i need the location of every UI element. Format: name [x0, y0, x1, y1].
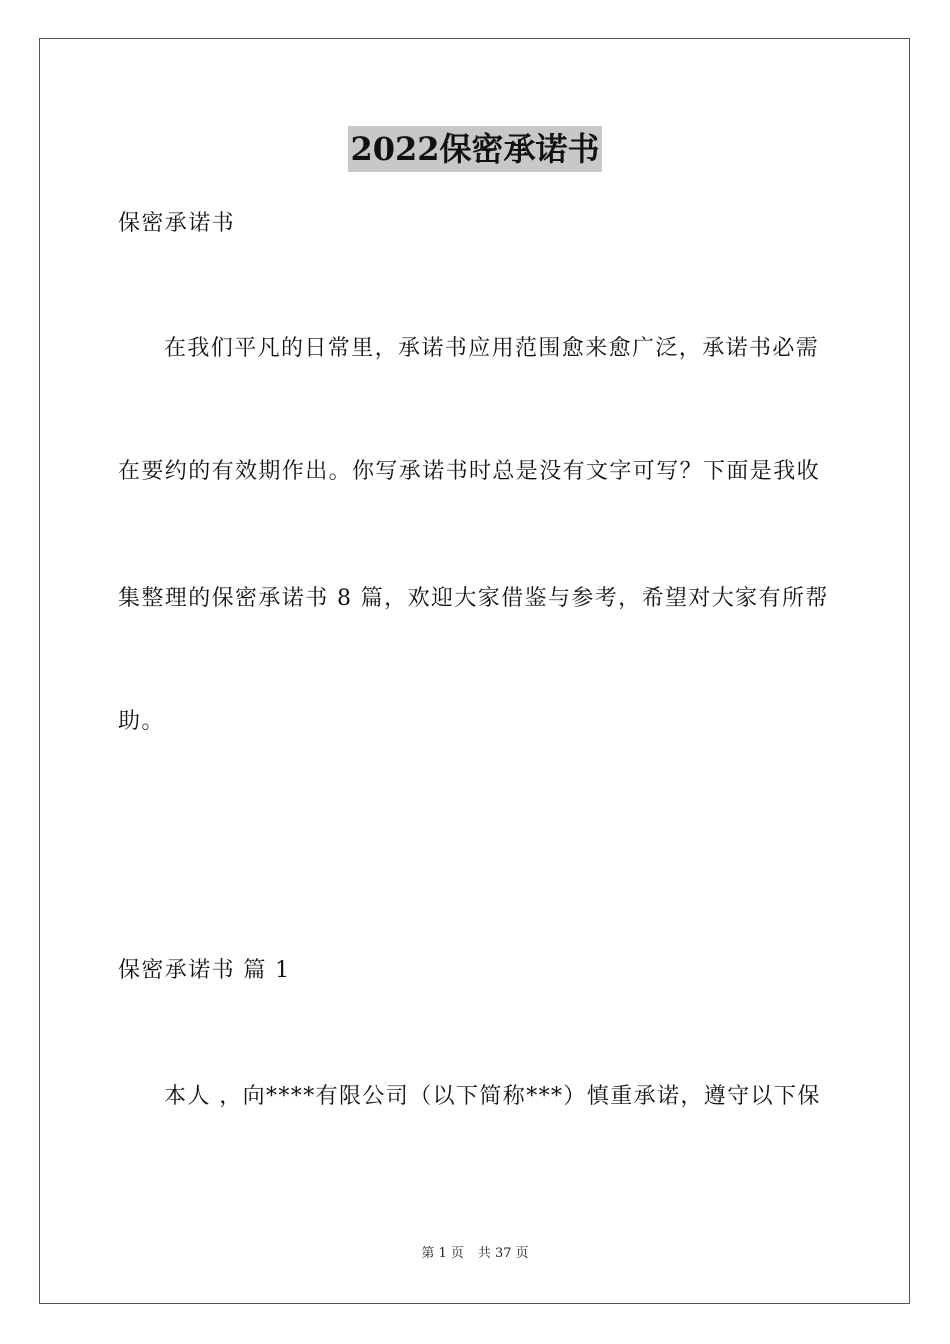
- intro-paragraph-line: 在我们平凡的日常里，承诺书应用范围愈来愈广泛，承诺书必需: [164, 336, 820, 361]
- intro-paragraph-line: 在要约的有效期作出。你写承诺书时总是没有文字可写？下面是我收: [118, 459, 821, 484]
- page-number: 第 1 页: [421, 1246, 464, 1261]
- document-title: [0, 126, 950, 178]
- intro-paragraph-line: 助。: [118, 709, 165, 734]
- body-paragraph-line: 本人 ，向****有限公司（以下简称***）慎重承诺，遵守以下保: [164, 1084, 821, 1109]
- page-footer: [0, 1245, 950, 1263]
- document-title-text: 2022保密承诺书: [348, 126, 601, 172]
- subheading: 保密承诺书: [118, 211, 236, 236]
- section-heading: 保密承诺书 篇 1: [118, 958, 291, 983]
- page-total: 共 37 页: [477, 1246, 529, 1261]
- intro-paragraph-line: 集整理的保密承诺书 8 篇，欢迎大家借鉴与参考，希望对大家有所帮: [118, 586, 829, 611]
